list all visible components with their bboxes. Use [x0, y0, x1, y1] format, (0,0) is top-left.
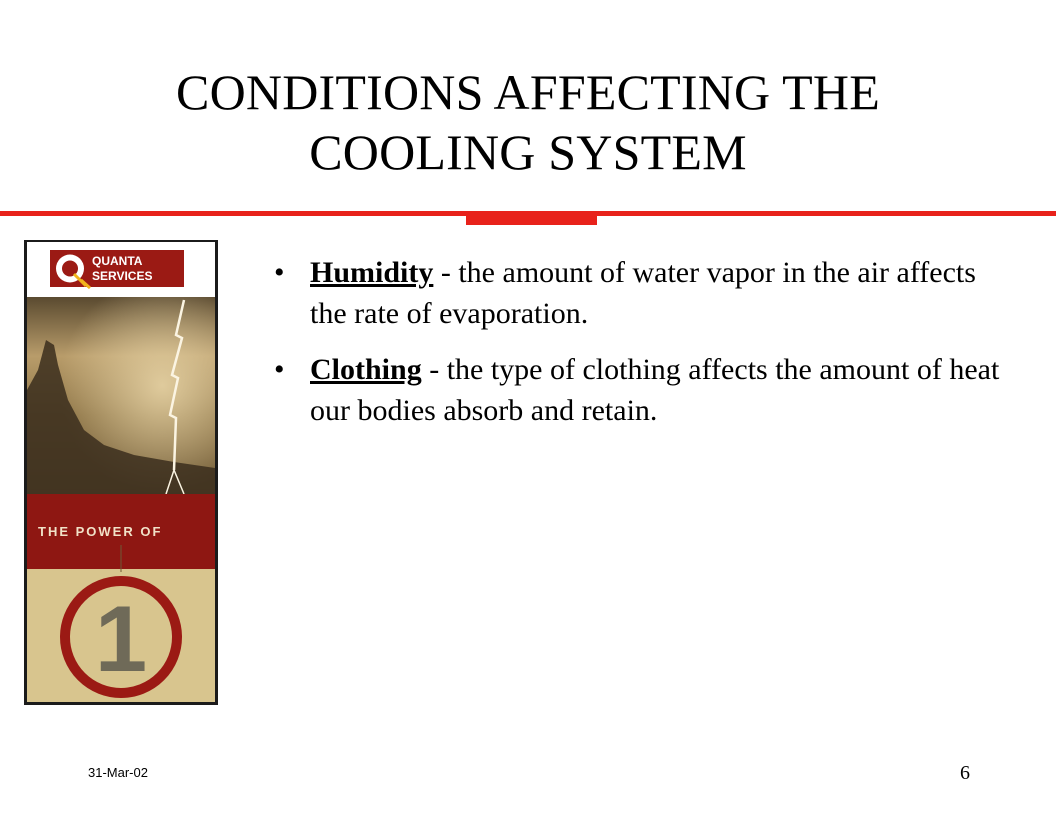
title-line-1: CONDITIONS AFFECTING THE [176, 64, 880, 120]
bullet-term-clothing: Clothing [310, 353, 422, 386]
bullet-list [272, 252, 1012, 446]
banner-tagline: THE POWER OF [38, 524, 163, 539]
title-divider-tab [466, 211, 597, 225]
bullet-text-clothing: - the type of clothing affects the amount of heat our bodies absorb and retain. [310, 353, 1000, 427]
quanta-services-banner [24, 240, 218, 705]
bullet-item-clothing [272, 349, 1012, 431]
bullet-term-humidity: Humidity [310, 256, 434, 289]
slide-title [0, 62, 1056, 182]
bullet-dot: • [274, 353, 285, 386]
footer-date: 31-Mar-02 [88, 765, 148, 780]
banner-number: 1 [94, 586, 148, 691]
logo-text-line-2: SERVICES [92, 269, 153, 283]
bullet-dot: • [274, 256, 285, 289]
bullet-text-humidity: - the amount of water vapor in the air affects the rate of evaporation. [310, 256, 976, 330]
page-number: 6 [960, 762, 970, 784]
bullet-item-humidity [272, 252, 1012, 334]
logo-text-line-1: QUANTA [92, 254, 143, 268]
title-line-2: COOLING SYSTEM [309, 124, 747, 180]
